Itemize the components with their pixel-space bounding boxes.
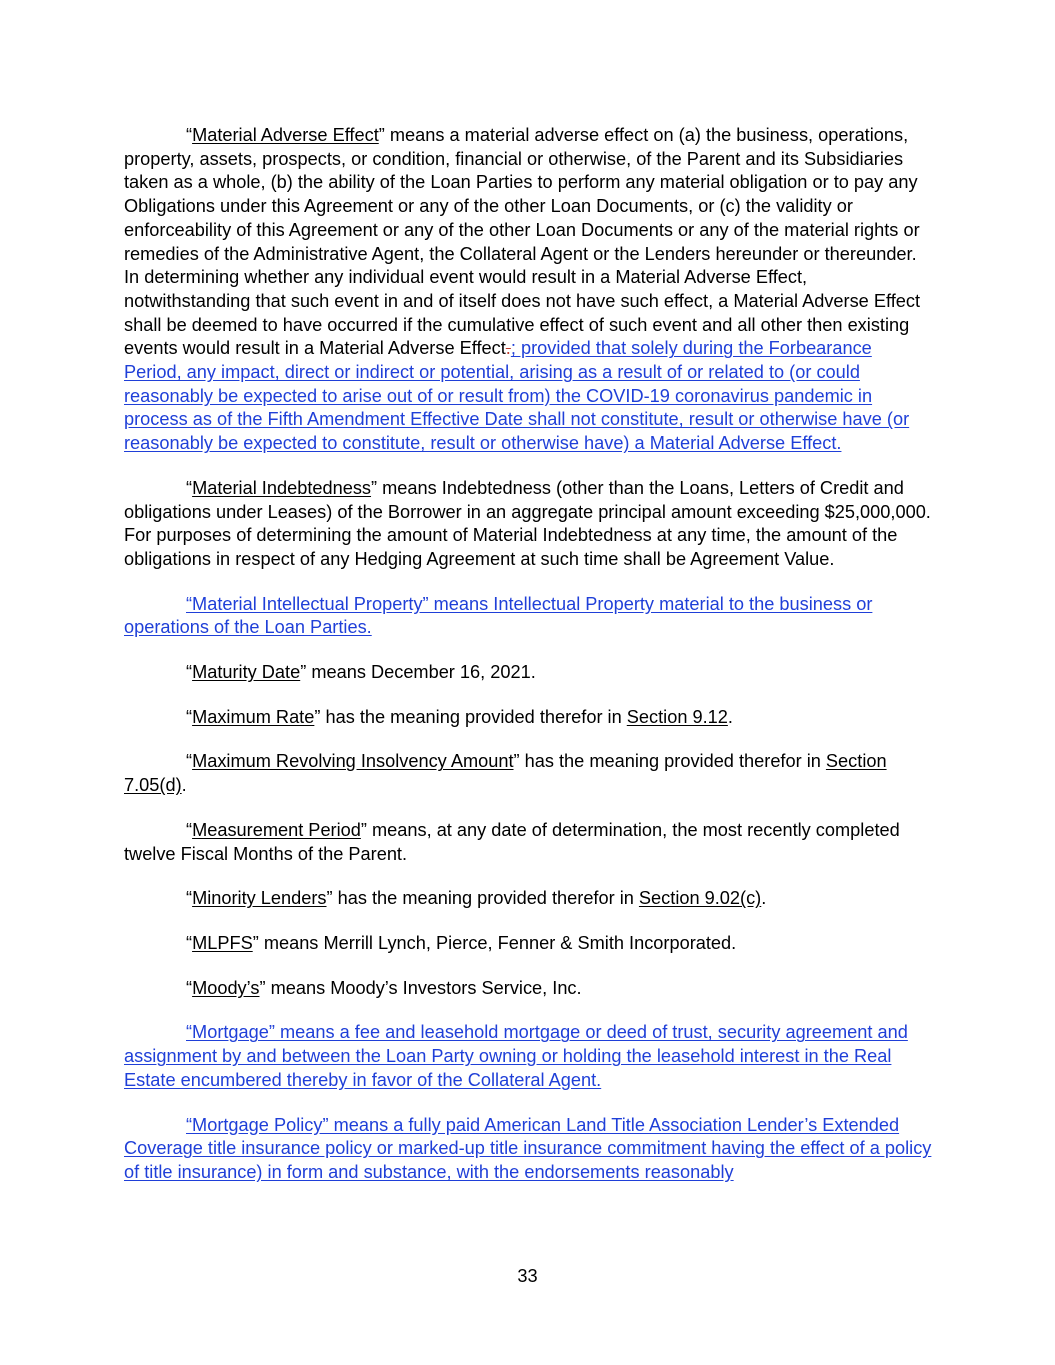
definition-mlpfs: [124, 932, 934, 956]
definition-measurement-period: [124, 819, 934, 866]
defined-term: Minority Lenders: [192, 888, 327, 909]
definition-maximum-revolving-insolvency-amount: [124, 750, 934, 797]
definition-material-indebtedness: [124, 477, 934, 572]
definition-text: ” has the meaning provided therefor in: [513, 751, 826, 772]
page-number: 33: [517, 1266, 538, 1286]
definition-moodys: [124, 977, 934, 1001]
defined-term: Maturity Date: [192, 662, 301, 683]
open-quote: “: [186, 977, 193, 998]
section-reference: Section 9.12: [626, 706, 728, 727]
definition-minority-lenders: [124, 887, 934, 911]
open-quote: “: [186, 662, 193, 683]
open-quote: “: [186, 819, 193, 840]
page-body: [124, 124, 934, 1206]
defined-term: Maximum Rate: [192, 706, 315, 727]
defined-term: MLPFS: [192, 932, 253, 953]
definition-maturity-date: [124, 661, 934, 685]
definition-material-intellectual-property: [124, 593, 934, 640]
definition-text: ” means December 16, 2021.: [300, 662, 536, 683]
defined-term: Moody’s: [192, 977, 260, 998]
definition-text: ” means Merrill Lynch, Pierce, Fenner & Smith Incorporated.: [252, 932, 737, 953]
open-quote: “: [186, 888, 193, 909]
definition-material-adverse-effect: [124, 124, 934, 456]
deleted-text: .: [505, 338, 511, 359]
open-quote: “: [186, 477, 193, 498]
definition-mortgage: [124, 1021, 934, 1092]
open-quote: “: [186, 706, 193, 727]
defined-term: Maximum Revolving Insolvency Amount: [192, 751, 514, 772]
end-punct: .: [181, 775, 187, 796]
section-reference: Section 7.05(d): [124, 751, 887, 796]
defined-term: Material Indebtedness: [192, 477, 372, 498]
open-quote: “: [186, 751, 193, 772]
inserted-text: ; provided that solely during the Forbearance Period, any impact, direct or indirect or potential, arising as a result of or related to (or could reasonably be expected to arise out of or result from) the COVID-19 coronavirus pandemic in process as of the Fifth Amendment Effective Date shall not constitute, result or otherwise have (or reasonably be expected to constitute, result or otherwise have) a Material Adverse Effect.: [124, 338, 910, 454]
end-punct: .: [761, 888, 767, 909]
defined-term: Measurement Period: [192, 819, 361, 840]
definition-text: ” has the meaning provided therefor in: [314, 706, 627, 727]
definition-mortgage-policy: [124, 1114, 934, 1185]
open-quote: “: [186, 932, 193, 953]
defined-term: Material Adverse Effect: [192, 125, 379, 145]
definition-text: ” means a material adverse effect on (a) the business, operations, property, assets, prospects, or condition, financial or otherwise, of the Parent and its Subsidiaries taken as a whole, (b) the ability of the Loan Parties to perform any material obligation or to pay any Obligations under this Agreement or any of the other Loan Documents, or (c) the validity or enforceability of this Agreement or any of the other Loan Documents or any of the material rights or remedies of the Administrative Agent, the Collateral Agent or the Lenders hereunder or thereunder. In determining whether any individual event would result in a Material Adverse Effect, notwithstanding that such event in and of itself does not have such effect, a Material Adverse Effect shall be deemed to have occurred if the cumulative effect of such event and all other then existing events would result in a Material Adverse Effect: [124, 125, 921, 359]
inserted-text: “Mortgage” means a fee and leasehold mortgage or deed of trust, security agreement and assignment by and between the Loan Party owning or holding the leasehold interest in the Real Estate encumbered thereby in favor of the Collateral Agent.: [124, 1022, 908, 1090]
inserted-text: “Mortgage Policy” means a fully paid American Land Title Association Lender’s Extended Coverage title insurance policy or marked-up title insurance commitment having the effect of a policy of title insurance) in form and substance, with the endorsements reasonably: [124, 1114, 932, 1182]
section-reference: Section 9.02(c): [638, 888, 762, 909]
definition-text: ” means, at any date of determination, the most recently completed twelve Fiscal Months of the Parent.: [124, 819, 900, 864]
definition-text: ” has the meaning provided therefor in: [326, 888, 639, 909]
definition-text: ” means Moody’s Investors Service, Inc.: [259, 977, 582, 998]
end-punct: .: [727, 706, 733, 727]
definition-text: ” means Indebtedness (other than the Loans, Letters of Credit and obligations under Leases) of the Borrower in an aggregate principal amount exceeding $25,000,000. For purposes of determining the amount of Material Indebtedness at any time, the amount of the obligations in respect of any Hedging Agreement at such time shall be Agreement Value.: [124, 477, 931, 569]
open-quote: “: [186, 125, 193, 145]
inserted-text: “Material Intellectual Property” means Intellectual Property material to the business or operations of the Loan Parties.: [124, 593, 873, 638]
definition-maximum-rate: [124, 706, 934, 730]
